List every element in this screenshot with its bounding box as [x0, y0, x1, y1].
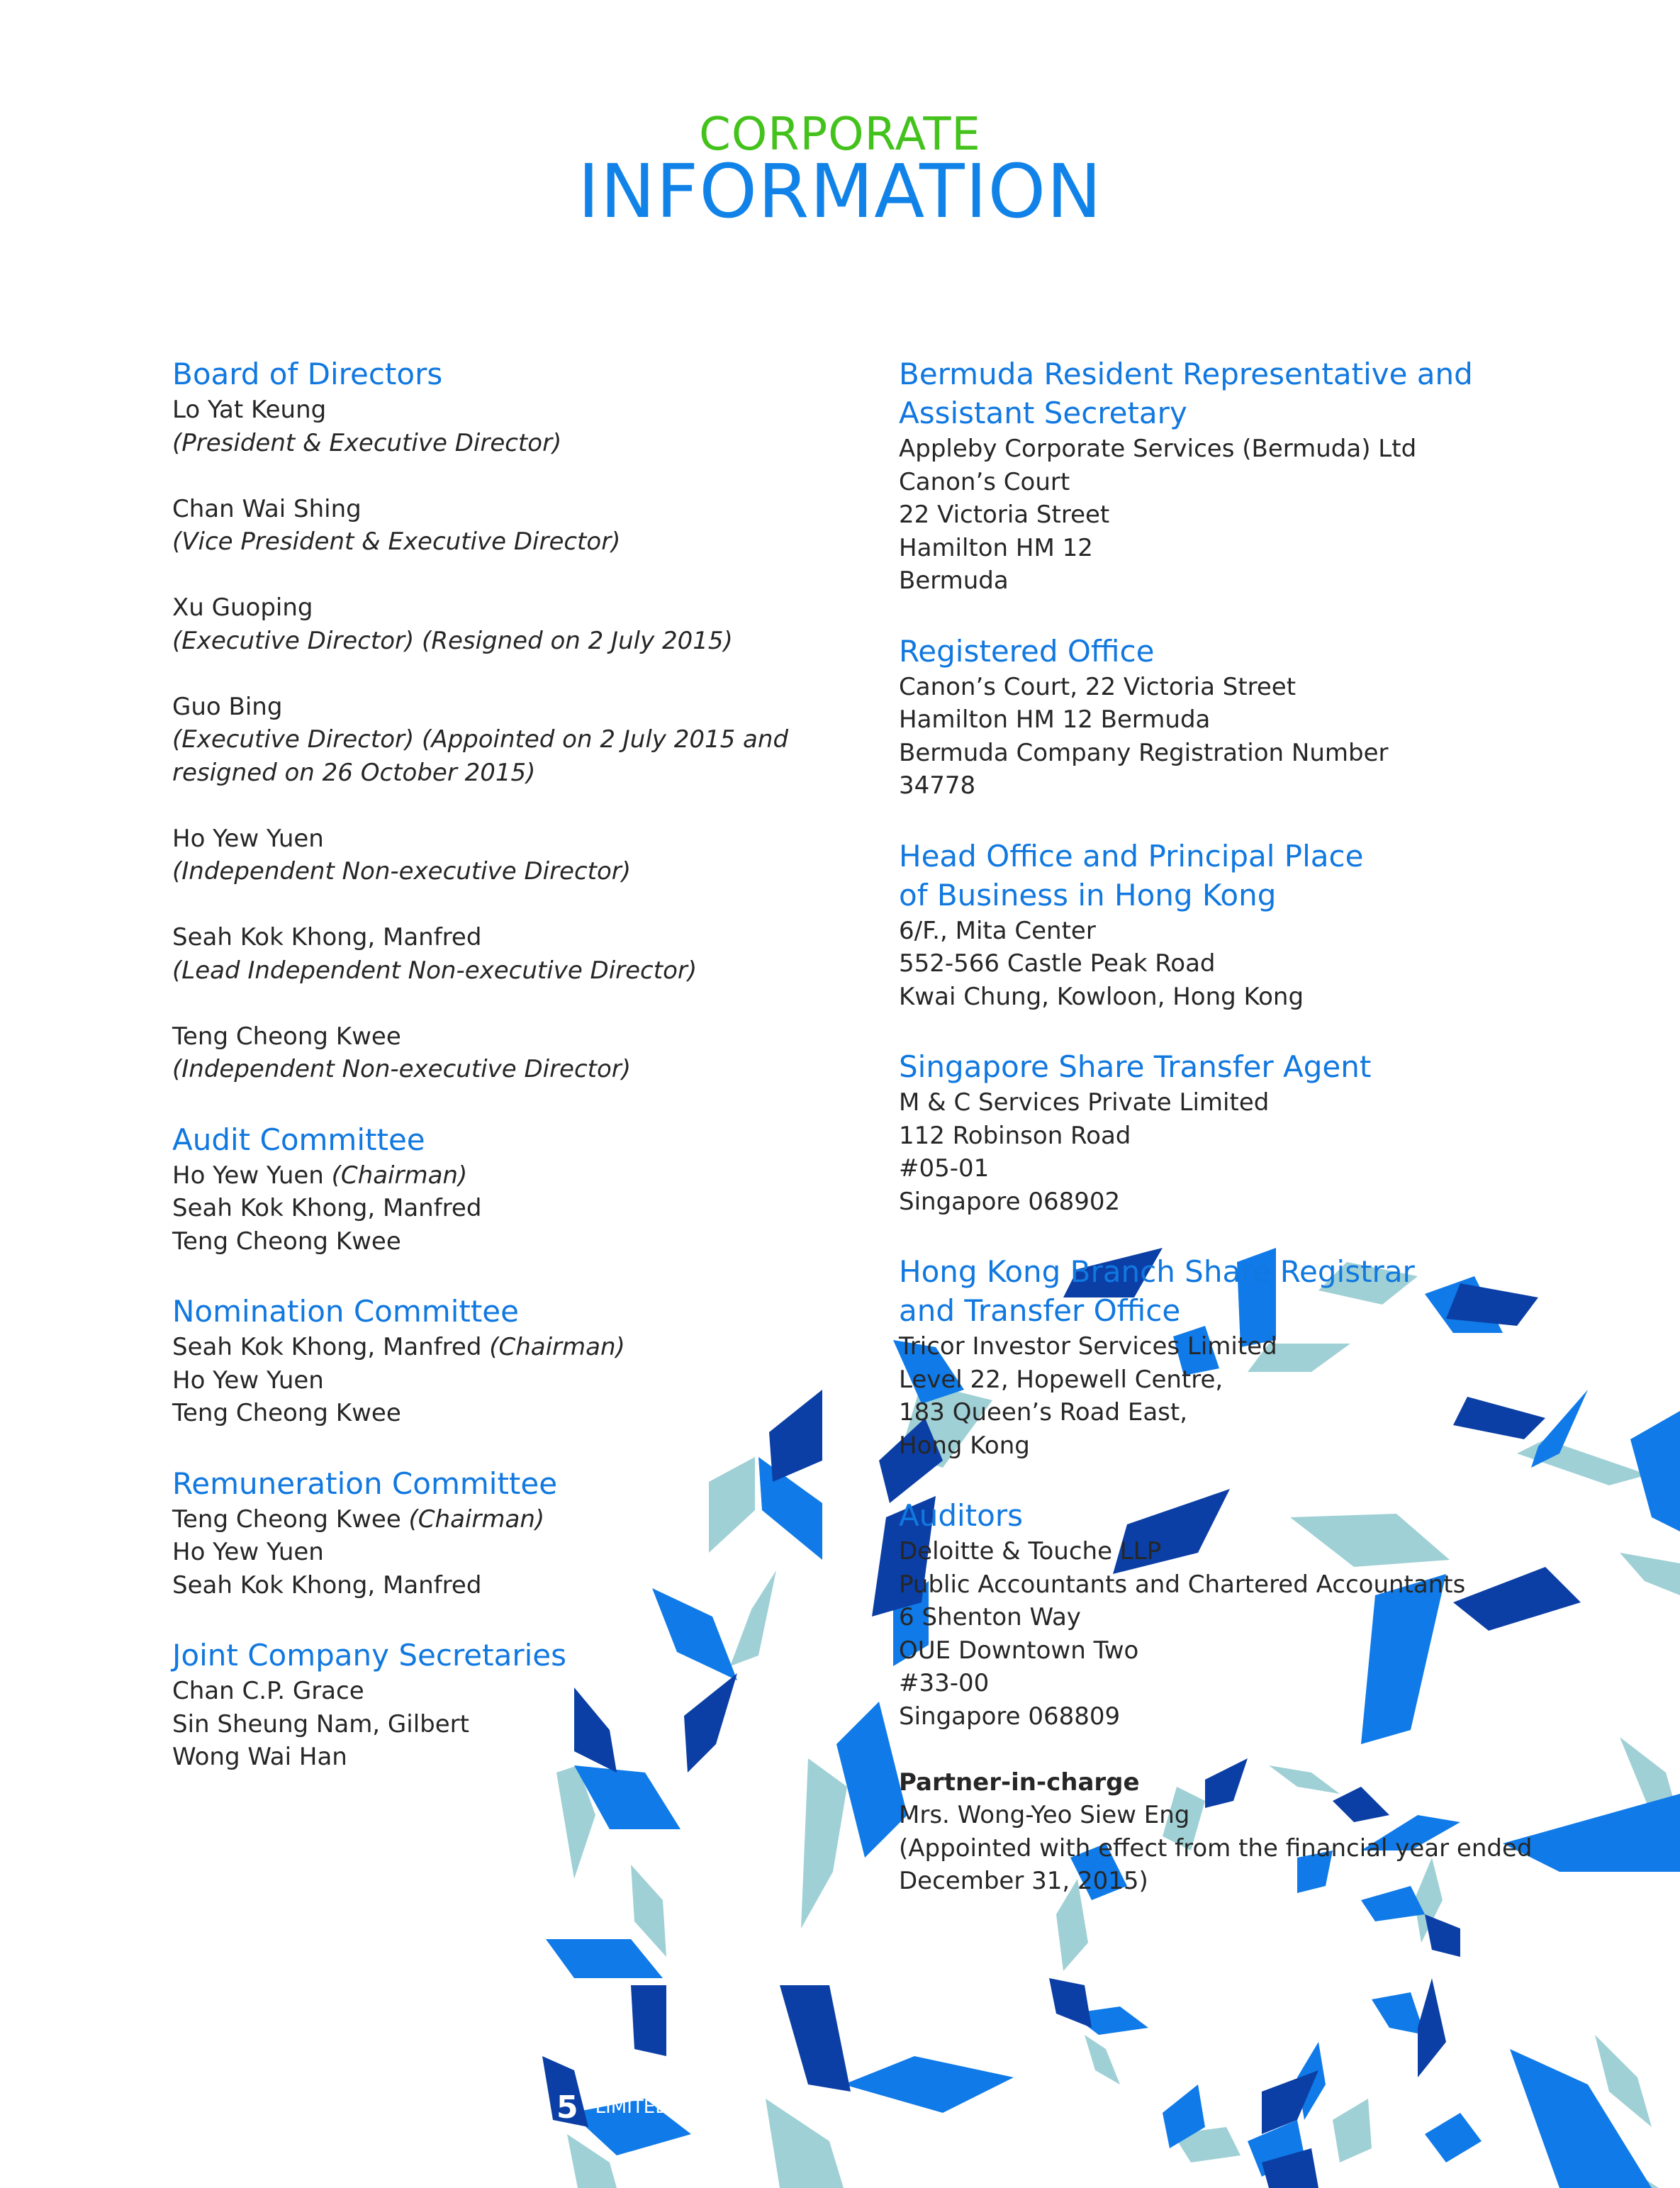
- director-role: (Lead Independent Non-executive Director): [172, 956, 698, 985]
- director-name: Xu Guoping: [172, 593, 313, 622]
- committee-line: Ho Yew Yuen: [172, 1366, 324, 1395]
- registered-office-section: [899, 632, 1671, 803]
- committee-line: Seah Kok Khong, Manfred: [172, 1194, 482, 1222]
- director-role: (Independent Non-executive Director): [172, 857, 632, 886]
- director-role: (Vice President & Executive Director): [172, 528, 621, 556]
- hk-registrar-heading-line2: and Transfer Office: [899, 1293, 1181, 1328]
- auditors-heading: Auditors: [899, 1498, 1023, 1533]
- address-line: Singapore 068809: [899, 1702, 1121, 1731]
- address-line: Bermuda Company Registration Number: [899, 738, 1389, 767]
- audit-committee-section: [172, 1120, 881, 1258]
- director-role: (Independent Non-executive Director): [172, 1055, 632, 1083]
- footer-text: LIMITED | AN: [595, 2097, 714, 2118]
- head-office-heading-line2: of Business in Hong Kong: [899, 877, 1277, 912]
- remuneration-heading: Remuneration Committee: [172, 1466, 558, 1501]
- right-column: [899, 355, 1671, 1932]
- bermuda-heading-line1: Bermuda Resident Representative and: [899, 357, 1473, 391]
- address-line: Deloitte & Touche LLP: [899, 1537, 1162, 1565]
- address-line: Bermuda: [899, 566, 1009, 595]
- singapore-transfer-agent-section: [899, 1047, 1671, 1218]
- address-line: Hamilton HM 12: [899, 533, 1093, 562]
- member-name: Teng Cheong Kwee: [172, 1505, 409, 1534]
- address-line: Singapore 068902: [899, 1187, 1121, 1216]
- page-footer: [556, 2089, 714, 2126]
- secretary-name: Wong Wai Han: [172, 1743, 347, 1771]
- hk-registrar-heading-line1: Hong Kong Branch Share Registrar: [899, 1254, 1415, 1289]
- address-line: Tricor Investor Services Limited: [899, 1332, 1277, 1361]
- chairman-tag: (Chairman): [489, 1333, 625, 1361]
- title-corporate: CORPORATE: [699, 108, 981, 161]
- director-name: Chan Wai Shing: [172, 494, 362, 523]
- head-office-heading-line1: Head Office and Principal Place: [899, 838, 1364, 873]
- title-information: INFORMATION: [577, 148, 1103, 235]
- left-column: [172, 355, 881, 1808]
- address-line: 6 Shenton Way: [899, 1603, 1081, 1631]
- address-line: #05-01: [899, 1154, 990, 1183]
- address-line: 6/F., Mita Center: [899, 916, 1096, 945]
- bermuda-heading-line2: Assistant Secretary: [899, 396, 1187, 430]
- committee-line: Seah Kok Khong, Manfred: [172, 1570, 482, 1600]
- address-line: Kwai Chung, Kowloon, Hong Kong: [899, 982, 1304, 1011]
- address-line: Canon’s Court: [899, 467, 1070, 496]
- auditors-section: [899, 1496, 1671, 1898]
- partner-line: Mrs. Wong-Yeo Siew Eng: [899, 1801, 1190, 1829]
- nomination-committee-section: [172, 1292, 881, 1430]
- remuneration-committee-section: [172, 1464, 881, 1602]
- committee-line: [172, 1503, 881, 1536]
- chairman-tag: (Chairman): [408, 1505, 545, 1534]
- bermuda-representative-section: [899, 355, 1671, 598]
- partner-line: December 31, 2015): [899, 1867, 1148, 1895]
- address-line: 22 Victoria Street: [899, 501, 1110, 529]
- address-line: Hong Kong: [899, 1431, 1030, 1460]
- address-line: Hamilton HM 12 Bermuda: [899, 705, 1211, 734]
- registered-heading: Registered Office: [899, 633, 1155, 669]
- director-role: (Executive Director) (Resigned on 2 July 2015): [172, 626, 733, 655]
- page-number: 5: [556, 2089, 578, 2126]
- address-line: 34778: [899, 771, 976, 800]
- director-name: Seah Kok Khong, Manfred: [172, 923, 482, 951]
- nomination-heading: Nomination Committee: [172, 1294, 519, 1329]
- address-line: Appleby Corporate Services (Bermuda) Ltd: [899, 435, 1417, 463]
- head-office-section: [899, 837, 1671, 1014]
- secretary-name: Sin Sheung Nam, Gilbert: [172, 1709, 469, 1738]
- director-name: Lo Yat Keung: [172, 396, 327, 424]
- director-name: Ho Yew Yuen: [172, 824, 324, 853]
- director-role: resigned on 26 October 2015): [172, 758, 536, 787]
- director-role: (Executive Director) (Appointed on 2 July 2015 and: [172, 725, 789, 754]
- address-line: OUE Downtown Two: [899, 1636, 1139, 1665]
- secretaries-heading: Joint Company Secretaries: [172, 1638, 566, 1673]
- director-name: Teng Cheong Kwee: [172, 1022, 401, 1051]
- address-line: #33-00: [899, 1669, 990, 1697]
- hk-registrar-section: [899, 1252, 1671, 1462]
- address-line: 112 Robinson Road: [899, 1121, 1131, 1150]
- partner-line: (Appointed with effect from the financial year ended: [899, 1833, 1533, 1863]
- committee-line: Teng Cheong Kwee: [172, 1227, 401, 1256]
- address-line: 552-566 Castle Peak Road: [899, 949, 1216, 978]
- partner-label: Partner-in-charge: [899, 1768, 1140, 1797]
- director-role: (President & Executive Director): [172, 428, 562, 457]
- board-of-directors-section: [172, 355, 881, 1086]
- address-line: Canon’s Court, 22 Victoria Street: [899, 672, 1297, 701]
- board-heading: Board of Directors: [172, 357, 443, 391]
- member-name: Ho Yew Yuen: [172, 1161, 332, 1190]
- committee-line: Teng Cheong Kwee: [172, 1399, 401, 1427]
- address-line: Public Accountants and Chartered Accountants: [899, 1570, 1466, 1599]
- company-secretaries-section: [172, 1636, 881, 1774]
- member-name: Seah Kok Khong, Manfred: [172, 1333, 490, 1361]
- audit-heading: Audit Committee: [172, 1122, 425, 1157]
- chairman-tag: (Chairman): [331, 1161, 468, 1190]
- sg-transfer-heading: Singapore Share Transfer Agent: [899, 1049, 1372, 1084]
- director-name: Guo Bing: [172, 692, 283, 721]
- committee-line: Ho Yew Yuen: [172, 1538, 324, 1566]
- address-line: Level 22, Hopewell Centre,: [899, 1365, 1223, 1394]
- address-line: 183 Queen’s Road East,: [899, 1398, 1188, 1427]
- address-line: M & C Services Private Limited: [899, 1088, 1270, 1117]
- committee-line: [172, 1331, 881, 1364]
- secretary-name: Chan C.P. Grace: [172, 1677, 364, 1705]
- committee-line: [172, 1159, 881, 1193]
